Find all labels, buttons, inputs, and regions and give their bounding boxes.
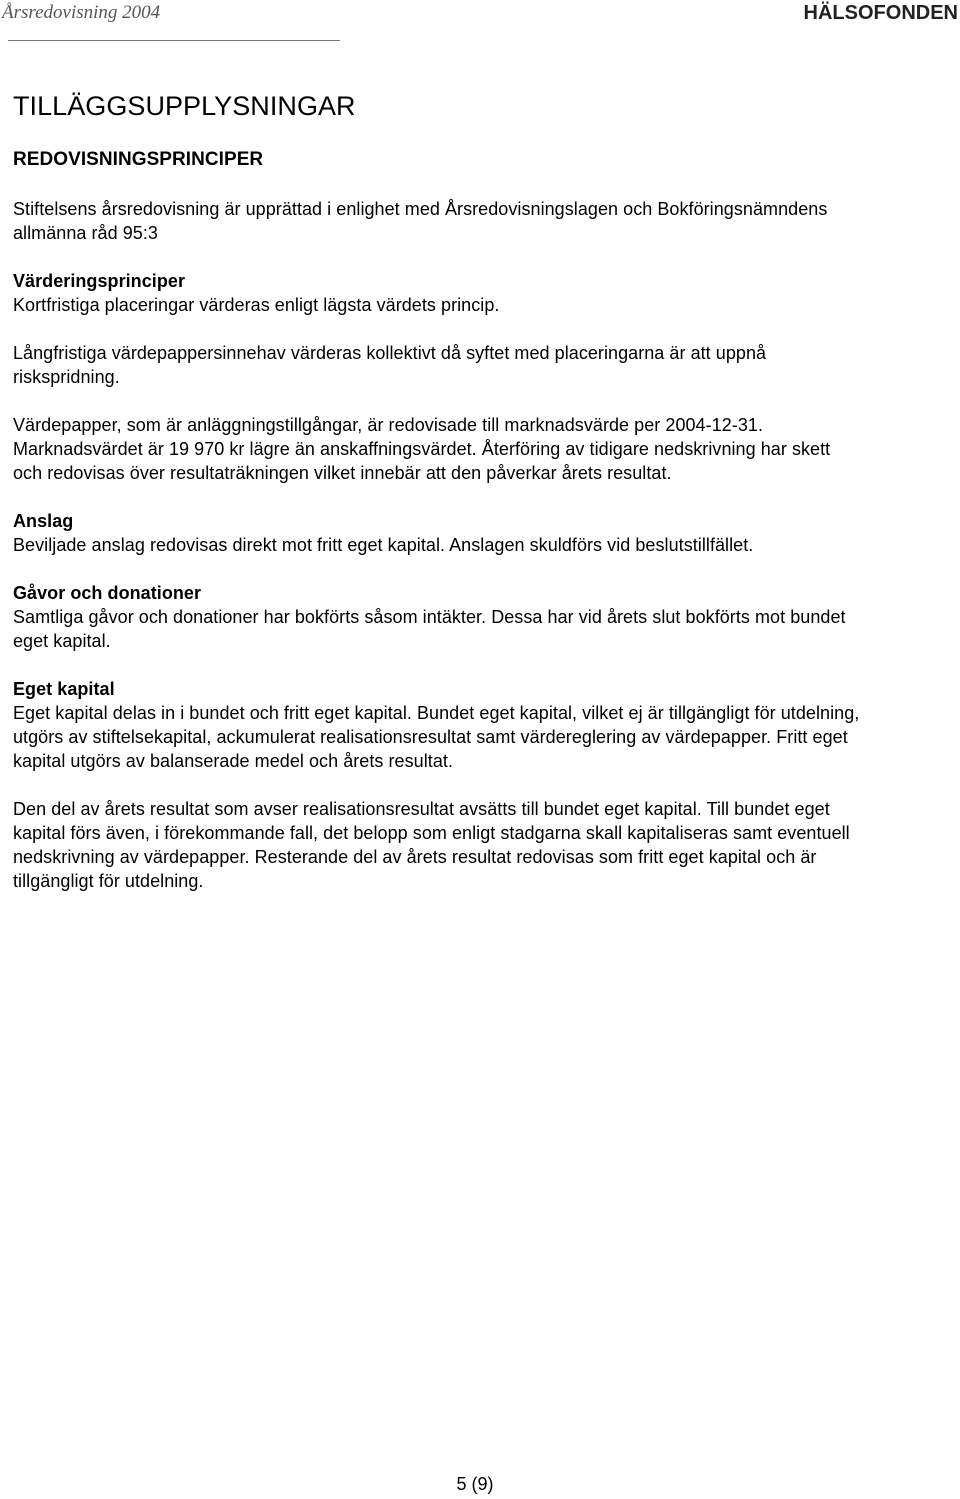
valuation-line: och redovisas över resultaträkningen vilket innebär att den påverkar årets resultat. (13, 463, 672, 483)
valuation-line: Marknadsvärdet är 19 970 kr lägre än anskaffningsvärdet. Återföring av tidigare nedskrivning har skett (13, 439, 831, 459)
gifts-line: eget kapital. (13, 631, 111, 651)
equity-line: nedskrivning av värdepapper. Resterande del av årets resultat redovisas som fritt eget kapital och är (13, 847, 817, 867)
equity-line: Eget kapital delas in i bundet och fritt eget kapital. Bundet eget kapital, vilket ej är tillgängligt för utdelning, (13, 703, 860, 723)
equity-line: kapital utgörs av balanserade medel och årets resultat. (13, 751, 453, 771)
grants-block (13, 509, 948, 557)
section-title: REDOVISNINGSPRINCIPER (13, 149, 264, 170)
valuation-line: Kortfristiga placeringar värderas enligt lägsta värdets princip. (13, 295, 500, 315)
page-content (13, 87, 948, 893)
valuation-paragraph-3 (13, 413, 948, 485)
valuation-line: Långfristiga värdepappersinnehav värderas kollektivt då syftet med placeringarna är att uppnå (13, 343, 767, 363)
grants-text: Beviljade anslag redovisas direkt mot fritt eget kapital. Anslagen skuldförs vid beslutstillfället. (13, 535, 754, 555)
intro-paragraph (13, 197, 948, 245)
valuation-heading: Värderingsprinciper (13, 271, 186, 291)
equity-paragraph-2 (13, 797, 948, 893)
equity-line: Den del av årets resultat som avser realisationsresultat avsätts till bundet eget kapital. Till bundet eget (13, 799, 830, 819)
valuation-block (13, 269, 948, 317)
intro-line: Stiftelsens årsredovisning är upprättad i enlighet med Årsredovisningslagen och Bokföringsnämndens (13, 199, 828, 219)
grants-heading: Anslag (13, 511, 74, 531)
gifts-heading: Gåvor och donationer (13, 583, 202, 603)
header-document-title: Årsredovisning 2004 (2, 2, 161, 23)
valuation-line: Värdepapper, som är anläggningstillgångar, är redovisade till marknadsvärde per 2004-12-31. (13, 415, 764, 435)
header-organization-name: HÄLSOFONDEN (803, 2, 958, 24)
equity-line: utgörs av stiftelsekapital, ackumulerat realisationsresultat samt värdereglering av värdepapper. Fritt eget (13, 727, 848, 747)
gifts-line: Samtliga gåvor och donationer har bokförts såsom intäkter. Dessa har vid årets slut bokförts mot bundet (13, 607, 846, 627)
header-rule (8, 40, 340, 41)
page-number: 5 (9) (456, 1474, 494, 1494)
valuation-line: riskspridning. (13, 367, 120, 387)
valuation-paragraph-2 (13, 341, 948, 389)
equity-line: tillgängligt för utdelning. (13, 871, 204, 891)
equity-heading: Eget kapital (13, 679, 115, 699)
equity-line: kapital förs även, i förekommande fall, det belopp som enligt stadgarna skall kapitaliseras samt eventuell (13, 823, 850, 843)
gifts-block (13, 581, 948, 653)
intro-line: allmänna råd 95:3 (13, 223, 158, 243)
equity-block (13, 677, 948, 773)
page-title: TILLÄGGSUPPLYSNINGAR (13, 91, 356, 121)
